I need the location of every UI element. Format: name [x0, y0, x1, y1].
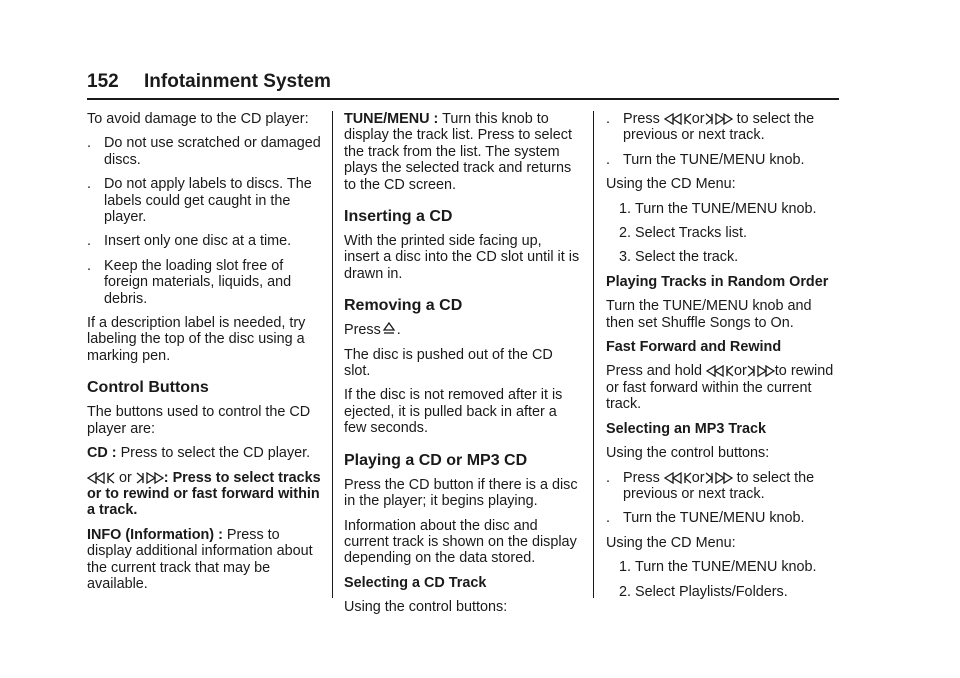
column-divider — [332, 111, 333, 598]
list-item: 2. Select Playlists/Folders. — [619, 583, 788, 600]
playing-text: Press the CD button if there is a disc in the player; it begins playing. — [344, 476, 578, 510]
page-header — [87, 70, 839, 98]
heading-removing: Removing a CD — [344, 297, 463, 315]
list-item: 1. Turn the TUNE/MENU knob. — [619, 200, 817, 217]
label-paragraph: If a description label is needed, try labeling the top of the disc using a marking pen. — [87, 315, 306, 364]
seek-forward-icon — [747, 365, 775, 377]
ff-text: Press and hold or to rewind or fast forward within the current track. — [606, 363, 834, 413]
seek-buttons-description: or : Press to select tracks or to rewind or fast forward within a track. — [87, 469, 321, 519]
inserting-text: With the printed side facing up, insert a disc into the CD slot until it is drawn in. — [344, 233, 580, 282]
press-eject-text: Press . — [344, 322, 401, 339]
seek-forward-icon — [705, 113, 733, 125]
list-item: . Keep the loading slot free of foreign materials, liquids, and debris. — [87, 257, 292, 307]
column-divider — [593, 111, 594, 598]
subheading-selecting-cd-track: Selecting a CD Track — [344, 574, 487, 591]
seek-back-icon — [87, 472, 115, 484]
subheading-mp3-track: Selecting an MP3 Track — [606, 420, 766, 437]
list-item: . Turn the TUNE/MENU knob. — [606, 510, 805, 527]
info-shown-text: Information about the disc and current track is shown on the display depending on the data stored. — [344, 517, 577, 567]
column-3 — [606, 111, 842, 608]
seek-back-icon — [664, 113, 692, 125]
list-item: . Press or to select the previous or next track. — [606, 111, 815, 144]
list-item: . Do not apply labels to discs. The labels could get caught in the player. — [87, 176, 312, 226]
list-item: 3. Select the track. — [619, 249, 739, 266]
heading-playing: Playing a CD or MP3 CD — [344, 451, 528, 469]
using-menu-text: Using the CD Menu: — [606, 176, 736, 193]
heading-control-buttons: Control Buttons — [87, 379, 209, 397]
header-rule — [87, 98, 839, 100]
list-item: . Do not use scratched or damaged discs. — [87, 135, 321, 168]
page-number: 152 — [87, 71, 119, 92]
page-title: Infotainment System — [144, 71, 331, 92]
using-menu-text: Using the CD Menu: — [606, 534, 736, 551]
seek-back-icon — [706, 365, 734, 377]
subheading-random-order: Playing Tracks in Random Order — [606, 273, 829, 290]
column-1 — [87, 111, 323, 600]
random-text: Turn the TUNE/MENU knob and then set Shuffle Songs to On. — [606, 298, 812, 331]
heading-inserting: Inserting a CD — [344, 208, 453, 226]
seek-forward-icon — [136, 472, 164, 484]
column-2 — [344, 111, 580, 624]
pulled-back-text: If the disc is not removed after it is ejected, it is pulled back in after a few seconds. — [344, 387, 563, 437]
list-item: 2. Select Tracks list. — [619, 225, 747, 242]
pushed-out-text: The disc is pushed out of the CD slot. — [344, 346, 553, 380]
using-buttons-text: Using the control buttons: — [606, 445, 770, 462]
list-item: 1. Turn the TUNE/MENU knob. — [619, 559, 817, 576]
info-button-description: INFO (Information) : Press to display additional information about the current track that may be available. — [87, 526, 313, 592]
tune-menu-description: TUNE/MENU : Turn this knob to display the track list. Press to select the track from the list. The system plays the selected track and returns to the CD screen. — [344, 111, 572, 193]
intro-text: To avoid damage to the CD player: — [87, 111, 309, 127]
cd-button-description: CD : Press to select the CD player. — [87, 445, 311, 462]
control-intro: The buttons used to control the CD player are: — [87, 404, 311, 437]
list-item: . Turn the TUNE/MENU knob. — [606, 151, 805, 168]
eject-icon — [381, 322, 397, 336]
seek-forward-icon — [705, 472, 733, 484]
subheading-fast-forward: Fast Forward and Rewind — [606, 339, 782, 356]
list-item: . Press or to select the previous or next track. — [606, 469, 815, 502]
seek-back-icon — [664, 472, 692, 484]
list-item: . Insert only one disc at a time. — [87, 233, 292, 250]
using-buttons-text: Using the control buttons: — [344, 599, 508, 616]
